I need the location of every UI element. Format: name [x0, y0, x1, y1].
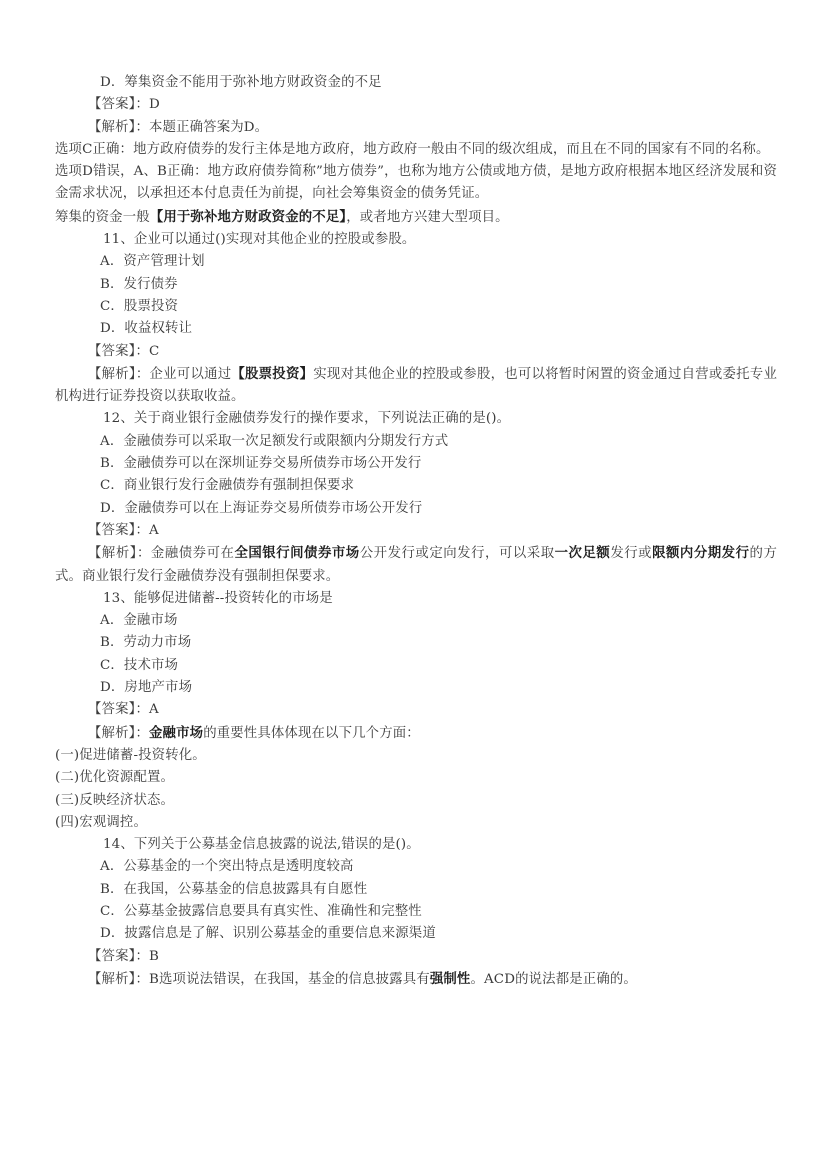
text-run: 【解析】： [88, 725, 150, 741]
text-line-paragraph: (三)反映经济状态。 [55, 792, 175, 808]
text-line-option: D．披露信息是了解、识别公募基金的重要信息来源渠道 [100, 926, 436, 942]
text-line-option: A．金融市场 [100, 613, 178, 629]
text-line-question: 11、企业可以通过()实现对其他企业的控股或参股。 [103, 232, 416, 248]
text-line-question: 14、下列关于公募基金信息披露的说法,错误的是()。 [103, 837, 420, 853]
text-line-paragraph: 选项C正确：地方政府债券的发行主体是地方政府，地方政府一般由不同的级次组成，而且在不同的国家有不同的名称。 [55, 141, 770, 157]
text-line-option: A．资产管理计划 [100, 254, 205, 270]
text-run: 【解析】：企业可以通过 [88, 366, 232, 382]
text-line-option: C．技术市场 [100, 657, 179, 673]
text-line-paragraph: (四)宏观调控。 [55, 814, 147, 830]
text-run: 筹集的资金一般 [55, 209, 150, 225]
emphasis-run: 一次足额 [554, 545, 611, 562]
text-line-option: D．收益权转让 [100, 321, 193, 337]
text-line-paragraph: (一)促进储蓄-投资转化。 [55, 747, 206, 763]
text-line-paragraph_rich [55, 206, 777, 229]
text-line-option: C．商业银行发行金融债券有强制担保要求 [100, 478, 355, 494]
emphasis-run: 【股票投资】 [231, 365, 314, 382]
text-run: 。ACD的说法都是正确的。 [470, 971, 637, 987]
text-line-explanation_rich [55, 542, 777, 588]
text-line-answer: 【答案】：D [88, 97, 160, 113]
text-line-answer: 【答案】：B [88, 948, 159, 964]
text-line-question: 13、能够促进储蓄--投资转化的市场是 [103, 590, 333, 606]
text-line-explanation: 【解析】：本题正确答案为D。 [88, 119, 269, 135]
text-line-explanation_rich [55, 722, 777, 745]
text-run: 【解析】：B选项说法错误，在我国，基金的信息披露具有 [88, 971, 430, 987]
text-line-option: D．房地产市场 [100, 680, 193, 696]
emphasis-run: 限额内分期发行 [652, 545, 750, 562]
text-line-option: B．在我国，公募基金的信息披露具有自愿性 [100, 881, 368, 897]
text-run: 【解析】：金融债券可在 [88, 546, 235, 562]
text-run: 发行或 [610, 546, 653, 562]
emphasis-run: 全国银行间债券市场 [234, 545, 360, 562]
emphasis-run: 【用于弥补地方财政资金的不足】 [149, 208, 347, 225]
text-line-option: B．发行债券 [100, 276, 178, 292]
text-run: 的重要性具体体现在以下几个方面： [203, 725, 420, 741]
emphasis-run: 金融市场 [149, 724, 204, 741]
emphasis-run: 强制性 [429, 970, 471, 987]
text-line-answer: 【答案】：C [88, 343, 160, 359]
text-line-option: C．股票投资 [100, 298, 179, 314]
text-line-option: D．金融债券可以在上海证券交易所债券市场公开发行 [100, 500, 423, 516]
document-text-column [55, 72, 777, 991]
text-line-answer: 【答案】：A [88, 702, 159, 718]
text-run: 实现对其他企业的控股或参股，也可以将暂时闲置的资金通过自营或委托专业机构进行证券投资以获取收益。 [55, 366, 777, 405]
text-run: 公开发行或定向发行，可以采取 [359, 546, 555, 562]
text-run: ，或者地方兴建大型项目。 [346, 209, 509, 225]
text-line-option: C．公募基金披露信息要具有真实性、准确性和完整性 [100, 903, 422, 919]
text-line-explanation_rich [55, 363, 777, 409]
text-line-option: B．劳动力市场 [100, 635, 192, 651]
text-line-paragraph: (二)优化资源配置。 [55, 770, 175, 786]
text-line-answer: 【答案】：A [88, 522, 159, 538]
text-line-option: B．金融债券可以在深圳证券交易所债券市场公开发行 [100, 456, 422, 472]
text-line-option: D．筹集资金不能用于弥补地方财政资金的不足 [100, 75, 382, 90]
text-line-paragraph: 选项D错误，A、B正确：地方政府债券简称”地方债券”，也称为地方公债或地方债，是地方政府根据本地区经济发展和资金需求状况，以承担还本付息责任为前提，向社会筹集资金的债务凭证。 [55, 164, 777, 202]
text-line-option: A．金融债券可以采取一次足额发行或限额内分期发行方式 [100, 433, 449, 449]
text-run: 的方式。商业银行发行金融债券没有强制担保要求。 [55, 546, 777, 584]
text-line-explanation_rich [55, 968, 777, 991]
text-line-question: 12、关于商业银行金融债券发行的操作要求，下列说法正确的是()。 [103, 411, 511, 427]
text-line-option: A．公募基金的一个突出特点是透明度较高 [100, 859, 354, 875]
